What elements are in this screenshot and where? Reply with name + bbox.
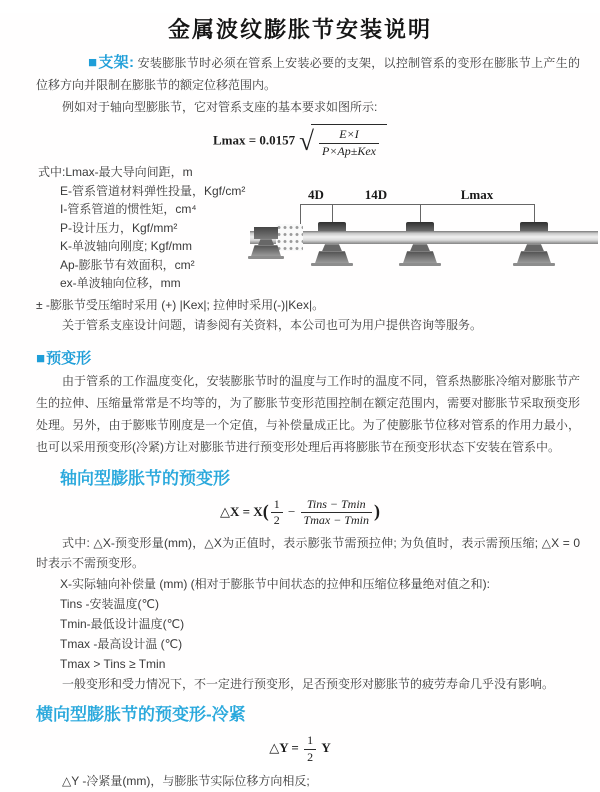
support-intro-text: 安装膨胀节时必须在管系上安装必要的支架，以控制管系的变形在膨胀节上产生的位移方向并限制在膨胀节的额定位移范围内。 [36,56,580,92]
variable-line: I-管系管道的惯性矩，cm⁴ [60,202,197,217]
variable-line: Ap-膨胀节有效面积，cm² [60,257,195,272]
predeform-paragraph: 由于管系的工作温度变化，安装膨胀节时的温度与工作时的温度不同，管系热膨胀冷缩对膨胀节产生的拉伸、压缩量常常是不均等的，为了膨胀节变形范围控制在额定范围内，需要对膨胀节采取预变形处理。另外，由于膨账节刚度是一个定值，与补偿量成正比。为了使膨胀节位移对管系的作用力最小，也可以采用预变形(冷紧)方让对膨胀节进行预变形处理后再将膨胀节在预变形状态下安装在管系中。 [36,373,580,454]
axial-line: Tmax > Tins ≥ Tmin [60,656,166,671]
fraction-one-half [304,733,316,765]
sqrt-radical-icon: √ [299,126,314,157]
formula-lmax-lhs: Lmax = 0.0157 [213,132,296,148]
dimension-line [300,204,535,205]
guide-cap [318,222,346,231]
anchor-base [251,245,281,256]
support-notes [0,295,600,335]
fraction-one-half [271,497,283,529]
variable-line: ex-单波轴向位移，mm [60,276,181,291]
variable-definitions-block [0,163,600,293]
frac-num: 1 [271,497,283,514]
variable-line: P-设计压力，Kgf/mm² [60,220,178,235]
anchor-plate [248,256,284,259]
frac-num: Tins − Tmin [301,497,372,514]
formula-lateral-rhs: Y [321,740,331,756]
pipe-support-diagram [250,187,598,283]
guide-plate [311,263,353,266]
formula-lateral-lhs: △Y = [269,740,299,756]
formula-axial-lhs: △X = X [220,503,263,519]
predeform-heading-label: 预变形 [46,349,92,367]
formula-lmax-radicand [311,124,387,159]
guide-stem [322,244,342,251]
predeform-section-heading [36,347,600,368]
anchor-stem [258,239,274,245]
page-title: 金属波纹膨胀节安装说明 [167,17,432,42]
guide-cap [520,222,548,231]
support-intro-paragraph [36,52,580,96]
bellows-icon [276,224,303,251]
axial-explanation-block [0,533,600,695]
guide-base [517,251,551,263]
plus-minus-note: ± -膨胀节受压缩时采用 (+) |Kex|; 拉伸时采用(-)|Kex|。 [36,297,325,312]
fraction-temperature [301,497,372,529]
formula-lateral-coldpull [0,733,600,765]
minus-sign: − [287,503,296,519]
axial-line: Tins -安装温度(℃) [60,596,160,611]
anchor-block [254,227,278,239]
variable-line: K-单波轴向刚度; Kgf/mm [60,239,193,254]
close-paren: ) [373,500,380,521]
guide-base [315,251,349,263]
dim-label-lmax: Lmax [460,187,494,203]
axial-summary-line: 一般变形和受力情况下，不一定进行预变形，足否预变形对膨胀节的疲劳寿命几乎没有影响。 [62,676,555,691]
frac-num: 1 [304,733,316,750]
formula-lmax-denominator: P×Ap±Kex [322,143,376,158]
support-example-line: 例如对于轴向型膨胀节，它对管系支座的基本要求如图所示: [62,100,378,114]
variable-line: 式中:Lmax-最大导向间距，m [38,165,193,180]
axial-line: Tmax -最高设计温 (℃) [60,636,183,651]
guide-stem [524,244,544,251]
open-paren: ( [262,500,269,521]
axial-explain-paragraph: 式中: △X-预变形量(mm)，△X为正值时，表示膨张节需预拉伸; 为负值时，表示需预压缩; △X = 0时表示不需预变形。 [36,535,580,571]
dim-label-4d: 4D [308,187,324,203]
guide-stem [410,244,430,251]
support-section-heading: 支架: [98,54,134,71]
section-marker-icon: ■ [88,54,98,71]
lateral-subsection-heading: 横向型膨胀节的预变形-冷紧 [36,705,246,725]
frac-den: 2 [307,749,314,764]
axial-subsection-heading: 轴向型膨胀节的预变形 [60,468,230,488]
dim-label-14d: 14D [364,187,388,203]
document-page [0,13,600,788]
formula-axial-predeform [0,497,600,529]
axial-line: Tmin-最低设计温度(℃) [60,616,185,631]
variable-line: E-管系管道材料弹性投量，Kgf/cm² [60,183,246,198]
section-marker-icon: ■ [36,349,46,367]
formula-lmax [0,124,600,159]
lateral-note-line: △Y -冷紧量(mm)，与膨胀节实际位移方向相反; [62,773,310,788]
guide-base [403,251,437,263]
formula-lmax-numerator: E×I [319,127,379,144]
guide-plate [399,263,441,266]
frac-den: Tmax − Tmin [303,513,369,528]
axial-line: X-实际轴向补偿量 (mm) (相对于膨胀节中间状态的拉伸和压缩位移量绝对值之和): [60,576,490,591]
service-note: 关于管系支座设计问题，请参阅有关资料，本公司也可为用户提供咨询等服务。 [62,317,483,332]
guide-cap [406,222,434,231]
frac-den: 2 [273,513,280,528]
guide-plate [513,263,555,266]
